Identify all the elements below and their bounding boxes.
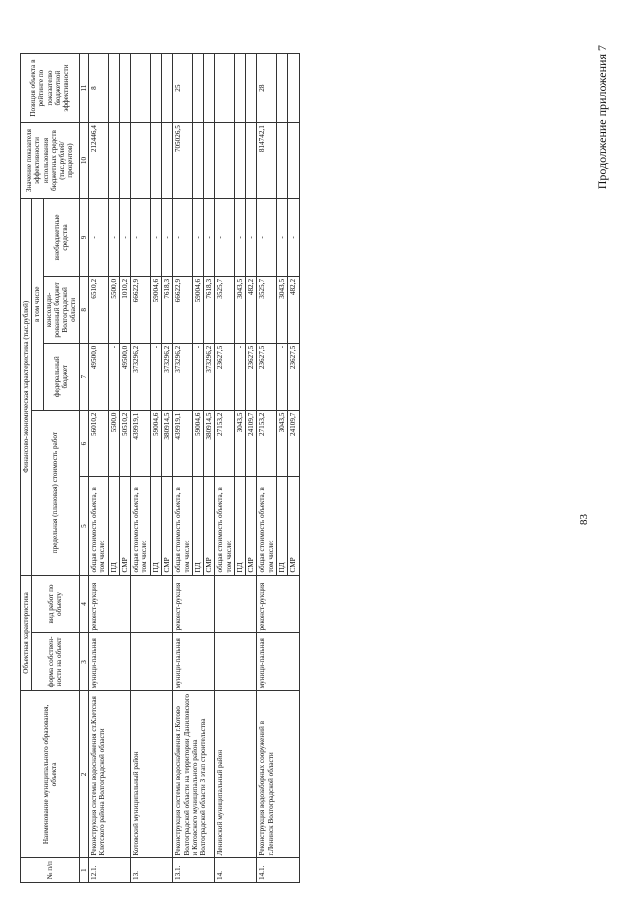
ownership-cell: муници-пальная	[173, 633, 215, 691]
header-no: № п/п	[21, 858, 80, 883]
rating-value	[246, 54, 257, 123]
consolidated-value: 7618,3	[161, 276, 172, 343]
cost-value: 59004,6	[192, 410, 203, 477]
index-cell: 7	[79, 343, 88, 410]
table-body	[88, 54, 299, 883]
rating-value	[161, 54, 172, 123]
rating-value	[288, 54, 299, 123]
consolidated-value: 3043,5	[277, 276, 288, 343]
cost-type-cell: СМР	[119, 477, 130, 575]
header-federal: федеральный бюджет	[43, 343, 79, 410]
row-number: 14.1.	[257, 858, 299, 883]
cost-type-cell: ПД	[277, 477, 288, 575]
ownership-cell: муници-пальная	[88, 633, 130, 691]
ownership-cell	[131, 633, 173, 691]
header-rating: Позиция объекта в рейтинге по показателю бюджетной эффективности	[21, 54, 80, 123]
federal-value: -	[108, 343, 119, 410]
consolidated-value: 3525,7	[257, 276, 277, 343]
federal-value: 49500,0	[88, 343, 108, 410]
federal-value: 23627,5	[246, 343, 257, 410]
work-type-cell	[215, 575, 257, 633]
appendix-caption: Продолжение приложения 7	[595, 45, 609, 190]
rating-value	[234, 54, 245, 123]
ownership-cell	[215, 633, 257, 691]
object-name: Реконструкция водозаборных сооружений в г.Ленинск Волгоградской области	[257, 691, 299, 858]
table-row	[173, 54, 193, 883]
work-type-cell: реконст-рукция	[257, 575, 299, 633]
efficiency-value	[246, 123, 257, 199]
index-cell: 11	[79, 54, 88, 123]
header-fin: Финансово-экономическая характеристика (тыс.рублей)	[21, 198, 32, 575]
object-name: Реконструкция системы водоснабжения ст.Клетская Клетского района Волгоградской области	[88, 691, 130, 858]
header-cost: предельная (плановая) стоимость работ	[32, 410, 79, 575]
cost-type-cell: СМР	[246, 477, 257, 575]
extrabudget-value: -	[173, 198, 193, 276]
rating-value	[204, 54, 215, 123]
extrabudget-value: -	[108, 198, 119, 276]
extrabudget-value: -	[257, 198, 277, 276]
index-row	[79, 54, 88, 883]
cost-value: 56010,2	[88, 410, 108, 477]
index-cell: 4	[79, 575, 88, 633]
rating-value	[108, 54, 119, 123]
rating-value	[215, 54, 235, 123]
work-type-cell: реконст-рукция	[173, 575, 215, 633]
row-number: 14.	[215, 858, 257, 883]
federal-value: 23627,5	[215, 343, 235, 410]
federal-value: 373296,2	[161, 343, 172, 410]
extrabudget-value: -	[277, 198, 288, 276]
efficiency-value: 705026,5	[173, 123, 193, 199]
cost-type-cell: ПД	[192, 477, 203, 575]
cost-type-cell: общая стоимость объекта, в том числе:	[131, 477, 151, 575]
extrabudget-value: -	[150, 198, 161, 276]
object-name: Котовский муниципальный район	[131, 691, 173, 858]
efficiency-value	[161, 123, 172, 199]
efficiency-value	[119, 123, 130, 199]
ownership-cell: муници-пальная	[257, 633, 299, 691]
table-row	[88, 54, 108, 883]
cost-type-cell: ПД	[234, 477, 245, 575]
federal-value: 23627,5	[257, 343, 277, 410]
rating-value	[277, 54, 288, 123]
extrabudget-value: -	[88, 198, 108, 276]
cost-value: 439919,1	[131, 410, 151, 477]
federal-value: 373296,2	[204, 343, 215, 410]
efficiency-value	[192, 123, 203, 199]
efficiency-value	[108, 123, 119, 199]
index-cell: 5	[79, 477, 88, 575]
row-number: 13.	[131, 858, 173, 883]
extrabudget-value: -	[234, 198, 245, 276]
index-cell: 3	[79, 633, 88, 691]
cost-value: 380914,5	[161, 410, 172, 477]
object-name: Ленинский муниципальный район	[215, 691, 257, 858]
cost-value: 59004,6	[150, 410, 161, 477]
consolidated-value: 5500,0	[108, 276, 119, 343]
cost-value: 27153,2	[257, 410, 277, 477]
efficiency-value	[204, 123, 215, 199]
cost-type-cell: СМР	[288, 477, 299, 575]
index-cell: 8	[79, 276, 88, 343]
federal-value: 373296,2	[131, 343, 151, 410]
consolidated-value: 3043,5	[234, 276, 245, 343]
cost-value: 5500,0	[108, 410, 119, 477]
work-type-cell: реконст-рукция	[88, 575, 130, 633]
row-number: 13.1.	[173, 858, 215, 883]
cost-type-cell: общая стоимость объекта, в том числе:	[173, 477, 193, 575]
extrabudget-value: -	[215, 198, 235, 276]
rating-value	[119, 54, 130, 123]
rating-value: 25	[173, 54, 193, 123]
cost-type-cell: общая стоимость объекта, в том числе:	[215, 477, 235, 575]
rating-value	[150, 54, 161, 123]
page-number: 83	[578, 514, 590, 525]
index-cell: 9	[79, 198, 88, 276]
efficiency-value	[277, 123, 288, 199]
header-efficiency: Значение показателя эффективности использования бюджетных средств (тыс.рублей/ процентов)	[21, 123, 80, 199]
efficiency-value	[288, 123, 299, 199]
federal-value: -	[192, 343, 203, 410]
consolidated-value: 3525,7	[215, 276, 235, 343]
index-cell: 10	[79, 123, 88, 199]
cost-value: 380914,5	[204, 410, 215, 477]
index-cell: 6	[79, 410, 88, 477]
efficiency-value: 814742,1	[257, 123, 277, 199]
consolidated-value: 482,2	[246, 276, 257, 343]
efficiency-value	[131, 123, 151, 199]
cost-type-cell: СМР	[161, 477, 172, 575]
consolidated-value: 6510,2	[88, 276, 108, 343]
header-consolidated: консолиди-рованный бюджет Волгоградской области	[43, 276, 79, 343]
federal-value: 23627,5	[288, 343, 299, 410]
rating-value: 28	[257, 54, 277, 123]
rating-value	[131, 54, 151, 123]
consolidated-value: 7618,3	[204, 276, 215, 343]
finance-table	[20, 53, 300, 883]
index-cell: 1	[79, 858, 88, 883]
cost-value: 27153,2	[215, 410, 235, 477]
consolidated-value: 1010,2	[119, 276, 130, 343]
header-incl: в том числе	[32, 198, 43, 410]
federal-value: -	[277, 343, 288, 410]
header-ownership: форма собствен-ности на объект	[32, 633, 79, 691]
cost-value: 24109,7	[246, 410, 257, 477]
consolidated-value: 482,2	[288, 276, 299, 343]
rating-value	[192, 54, 203, 123]
extrabudget-value: -	[161, 198, 172, 276]
efficiency-value	[150, 123, 161, 199]
consolidated-value: 59004,6	[192, 276, 203, 343]
extrabudget-value: -	[288, 198, 299, 276]
consolidated-value: 66622,9	[173, 276, 193, 343]
table-row	[257, 54, 277, 883]
federal-value: -	[150, 343, 161, 410]
cost-type-cell: общая стоимость объекта, в том числе:	[257, 477, 277, 575]
rating-value: 8	[88, 54, 108, 123]
federal-value: -	[234, 343, 245, 410]
cost-type-cell: СМР	[204, 477, 215, 575]
cost-value: 439919,1	[173, 410, 193, 477]
table-row	[215, 54, 235, 883]
index-cell: 2	[79, 691, 88, 858]
extrabudget-value: -	[204, 198, 215, 276]
table-row	[131, 54, 151, 883]
header-object-chars: Объектная характеристика	[21, 575, 32, 691]
consolidated-value: 66622,9	[131, 276, 151, 343]
cost-value: 50510,2	[119, 410, 130, 477]
header-extrabudget: внебюджетные средства	[43, 198, 79, 276]
header-name: Наименование муниципального образования, объекта	[21, 691, 80, 858]
cost-type-cell: общая стоимость объекта, в том числе:	[88, 477, 108, 575]
row-number: 12.1.	[88, 858, 130, 883]
extrabudget-value: -	[131, 198, 151, 276]
cost-value: 3043,5	[277, 410, 288, 477]
federal-value: 49500,0	[119, 343, 130, 410]
cost-value: 24109,7	[288, 410, 299, 477]
header-work-type: вид работ по объекту	[32, 575, 79, 633]
extrabudget-value: -	[246, 198, 257, 276]
efficiency-value	[234, 123, 245, 199]
object-name: Реконструкция системы водоснабжения г.Котово Волгоградской области на территории Даниловского и Котовского муниципального района Волгоградской области 3 этап строительства	[173, 691, 215, 858]
extrabudget-value: -	[119, 198, 130, 276]
extrabudget-value: -	[192, 198, 203, 276]
cost-type-cell: ПД	[108, 477, 119, 575]
efficiency-value: 212446,4	[88, 123, 108, 199]
cost-value: 3043,5	[234, 410, 245, 477]
federal-value: 373296,2	[173, 343, 193, 410]
work-type-cell	[131, 575, 173, 633]
efficiency-value	[215, 123, 235, 199]
consolidated-value: 59004,6	[150, 276, 161, 343]
cost-type-cell: ПД	[150, 477, 161, 575]
